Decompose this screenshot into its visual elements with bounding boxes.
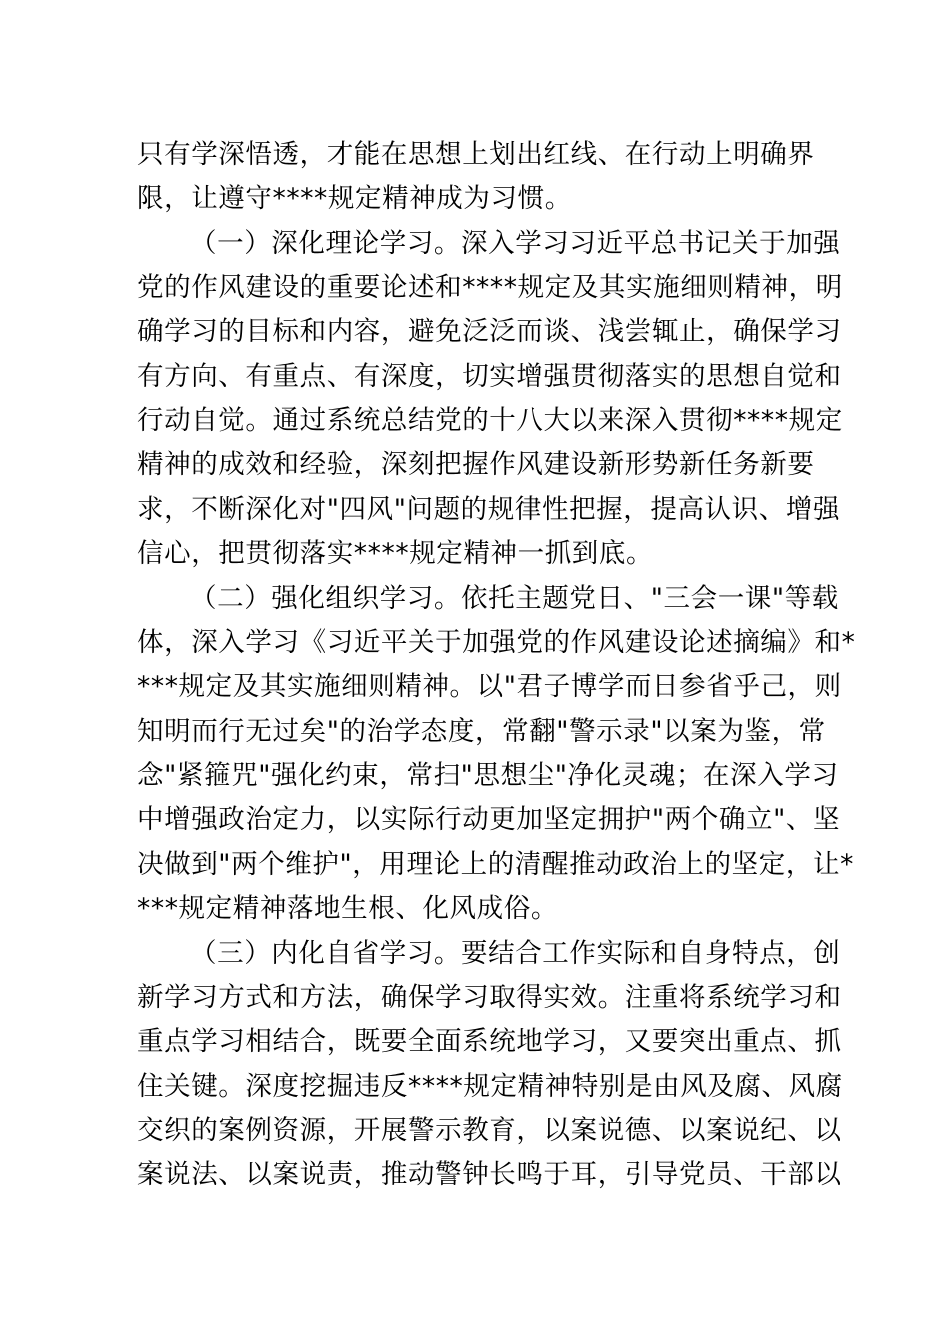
text-line: 限，让遵守****规定精神成为习惯。 [137, 183, 572, 214]
text-line: ***规定精神落地生根、化风成俗。 [137, 893, 558, 924]
text-line: 有方向、有重点、有深度，切实增强贯彻落实的思想自觉和 [137, 361, 842, 392]
text-line: 精神的成效和经验，深刻把握作风建设新形势新任务新要 [137, 449, 815, 480]
text-line: 只有学深悟透，才能在思想上划出红线、在行动上明确界 [137, 139, 815, 170]
text-line: 住关键。深度挖掘违反****规定精神特别是由风及腐、风腐 [137, 1071, 843, 1102]
text-line: 确学习的目标和内容，避免泛泛而谈、浅尝辄止，确保学习 [137, 316, 842, 347]
text-line: 案说法、以案说责，推动警钟长鸣于耳，引导党员、干部以 [137, 1159, 842, 1190]
text-line: 交织的案例资源，开展警示教育，以案说德、以案说纪、以 [137, 1115, 842, 1146]
text-line: 信心，把贯彻落实****规定精神一抓到底。 [137, 538, 654, 569]
text-line: 中增强政治定力，以实际行动更加坚定拥护"两个确立"、坚 [137, 804, 841, 835]
text-line: ***规定及其实施细则精神。以"君子博学而日参省乎己，则 [137, 671, 842, 702]
section-heading-line: （一）深化理论学习。深入学习习近平总书记关于加强 [190, 228, 841, 259]
section-heading-line: （三）内化自省学习。要结合工作实际和自身特点，创 [190, 938, 841, 969]
text-line: 党的作风建设的重要论述和****规定及其实施细则精神，明 [137, 272, 843, 303]
text-line: 重点学习相结合，既要全面系统地学习，又要突出重点、抓 [137, 1026, 842, 1057]
section-heading-line: （二）强化组织学习。依托主题党日、"三会一课"等载 [190, 583, 839, 614]
text-line: 求，不断深化对"四风"问题的规律性把握，提高认识、增强 [137, 494, 841, 525]
text-line: 体，深入学习《习近平关于加强党的作风建设论述摘编》和* [137, 627, 856, 658]
text-line: 决做到"两个维护"，用理论上的清醒推动政治上的坚定，让* [137, 849, 854, 880]
text-line: 念"紧箍咒"强化约束，常扫"思想尘"净化灵魂；在深入学习 [137, 760, 839, 791]
text-line: 新学习方式和方法，确保学习取得实效。注重将系统学习和 [137, 982, 842, 1013]
text-line: 行动自觉。通过系统总结党的十八大以来深入贯彻****规定 [137, 405, 843, 436]
text-line: 知明而行无过矣"的治学态度，常翻"警示录"以案为鉴，常 [137, 716, 826, 747]
